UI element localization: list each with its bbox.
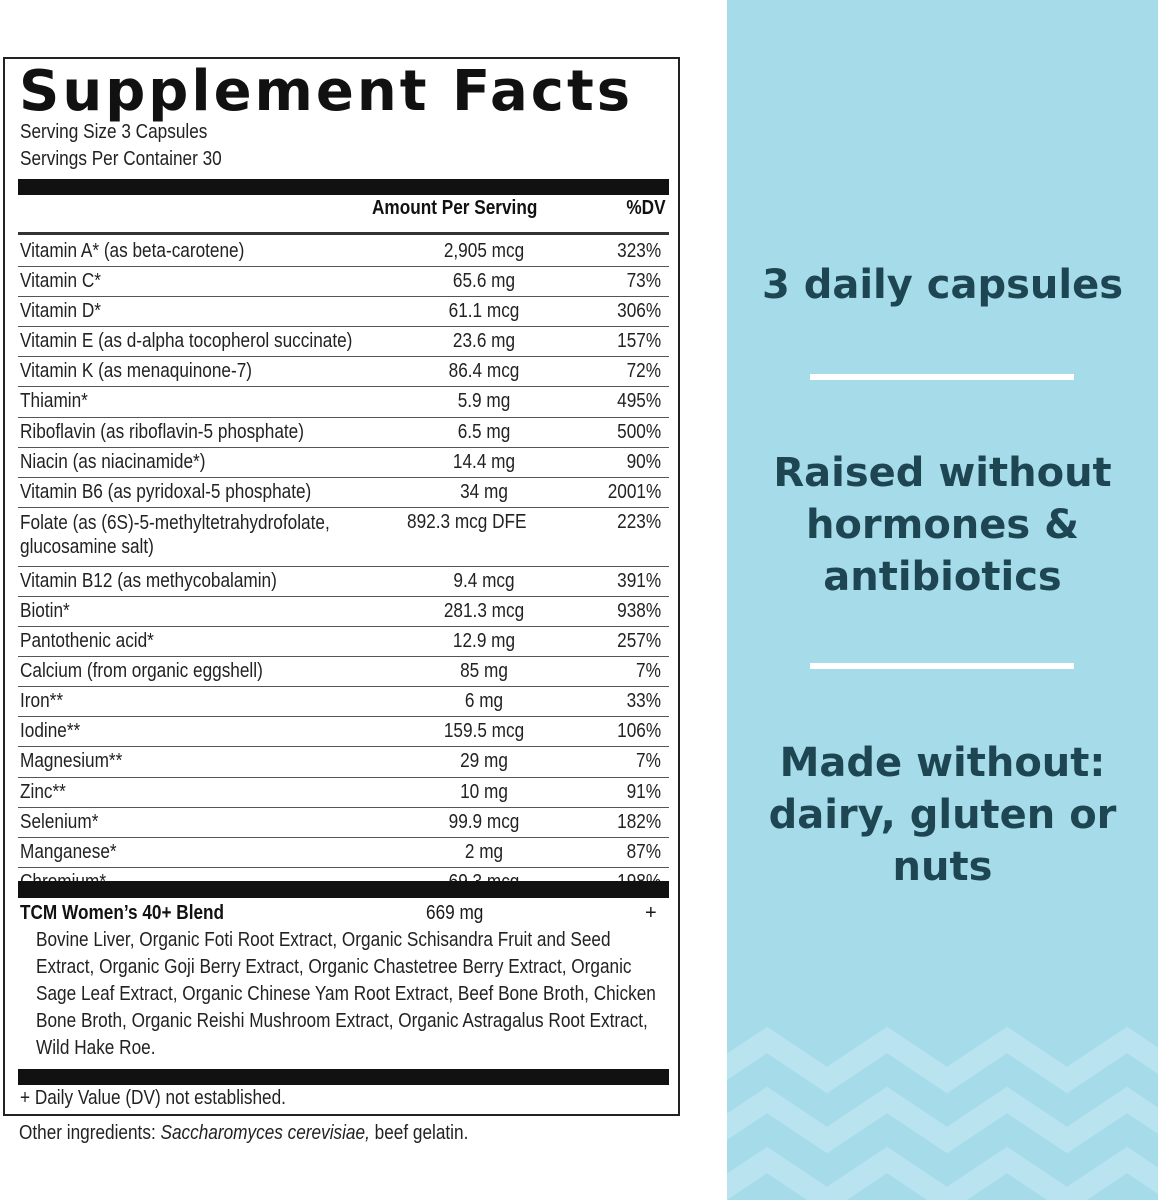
nutrient-dv: 182%	[617, 810, 661, 833]
nutrient-dv: 938%	[617, 599, 661, 622]
nutrient-dv: 2001%	[607, 480, 661, 503]
nutrient-dv: 33%	[626, 690, 661, 713]
blend-name: TCM Women’s 40+ Blend	[20, 902, 225, 924]
other-ingredients-species: Saccharomyces cerevisiae,	[160, 1122, 370, 1144]
other-ingredients	[19, 1122, 468, 1145]
nutrient-name: Niacin (as niacinamide*)	[20, 450, 206, 473]
nutrient-row	[18, 778, 669, 808]
nutrient-name: Vitamin B12 (as methycobalamin)	[20, 569, 277, 592]
nutrient-name: Folate (as (6S)-5-methyltetrahydrofolate, glucosamine salt)	[20, 511, 330, 558]
nutrient-name: Biotin*	[20, 599, 70, 622]
nutrient-amount: 85 mg	[460, 660, 508, 683]
nutrient-name: Calcium (from organic eggshell)	[20, 660, 263, 683]
nutrient-amount: 86.4 mcg	[448, 360, 520, 383]
nutrient-dv: 257%	[617, 630, 661, 653]
nutrient-row	[18, 747, 669, 777]
nutrient-dv: 223%	[617, 510, 661, 533]
nutrient-row	[18, 508, 669, 567]
nutrient-name: Vitamin C*	[20, 270, 101, 293]
nutrient-dv: 87%	[626, 840, 661, 863]
nutrient-dv: 106%	[617, 720, 661, 743]
nutrient-name: Vitamin A* (as beta-carotene)	[20, 240, 245, 262]
nutrient-name: Vitamin E (as d-alpha tocopherol succinate)	[20, 330, 353, 353]
nutrient-name: Selenium*	[20, 810, 99, 833]
nutrient-amount: 9.4 mcg	[453, 569, 515, 592]
nutrient-amount: 29 mg	[460, 750, 508, 773]
claim-divider	[810, 663, 1074, 669]
nutrient-amount: 65.6 mg	[452, 270, 516, 293]
nutrient-amount: 6.5 mg	[457, 420, 511, 443]
servings-per-container: Servings Per Container 30	[20, 148, 222, 170]
nutrient-amount: 6 mg	[464, 690, 504, 713]
nutrient-dv: 7%	[636, 750, 661, 773]
nutrient-name: Pantothenic acid*	[20, 630, 154, 653]
thick-rule	[18, 1069, 669, 1085]
other-ingredients-rest: beef gelatin.	[369, 1122, 469, 1144]
nutrient-row	[18, 478, 669, 508]
nutrient-name: Thiamin*	[20, 390, 88, 413]
nutrient-amount: 34 mg	[460, 480, 508, 503]
nutrient-name: Vitamin D*	[20, 300, 101, 323]
nutrient-amount: 12.9 mg	[452, 630, 516, 653]
nutrient-name: Iodine**	[20, 720, 81, 743]
nutrient-amount: 10 mg	[460, 780, 508, 803]
nutrient-name: Vitamin K (as menaquinone-7)	[20, 360, 253, 383]
nutrient-amount: 281.3 mcg	[443, 599, 525, 622]
nutrient-name: Magnesium**	[20, 750, 123, 773]
nutrient-row	[18, 627, 669, 657]
amount-per-serving-header: Amount Per Serving	[372, 197, 538, 219]
blend-amount: 669 mg	[426, 902, 484, 924]
nutrient-amount: 14.4 mg	[452, 450, 516, 473]
nutrient-name: Riboflavin (as riboflavin-5 phosphate)	[20, 420, 304, 443]
nutrient-dv: 73%	[626, 270, 661, 293]
nutrient-row	[18, 448, 669, 478]
nutrient-name: Zinc**	[20, 780, 66, 803]
nutrient-row	[18, 267, 669, 297]
nutrient-amount: 892.3 mcg DFE	[407, 510, 527, 533]
nutrient-amount: 2,905 mcg	[443, 240, 525, 262]
claim-raised-without	[727, 447, 1158, 603]
nutrient-row	[18, 657, 669, 687]
other-ingredients-label: Other ingredients:	[19, 1122, 161, 1144]
nutrient-amount: 159.5 mcg	[443, 720, 525, 743]
claims-panel	[727, 0, 1158, 1200]
chevron-pattern	[727, 1020, 1158, 1200]
facts-title: Supplement Facts	[19, 59, 634, 124]
nutrient-amount: 61.1 mcg	[448, 300, 520, 323]
dv-header: %DV	[626, 197, 666, 219]
nutrient-dv: 72%	[626, 360, 661, 383]
nutrient-dv: 306%	[617, 300, 661, 323]
nutrient-amount: 5.9 mg	[457, 390, 511, 413]
nutrient-row	[18, 717, 669, 747]
nutrient-row	[18, 327, 669, 357]
supplement-facts-panel	[3, 57, 680, 1116]
nutrient-dv: 500%	[617, 420, 661, 443]
nutrient-dv: 391%	[617, 569, 661, 592]
nutrient-amount: 23.6 mg	[452, 330, 516, 353]
nutrient-row	[18, 357, 669, 387]
nutrient-row	[18, 687, 669, 717]
nutrient-dv: 7%	[636, 660, 661, 683]
nutrient-dv: 157%	[617, 330, 661, 353]
nutrient-name: Iron**	[20, 690, 64, 713]
nutrient-row	[18, 597, 669, 627]
nutrient-dv: 91%	[626, 780, 661, 803]
claim-divider	[810, 374, 1074, 380]
nutrient-name: Manganese*	[20, 840, 117, 863]
nutrient-dv: 323%	[617, 240, 661, 262]
nutrient-amount: 99.9 mcg	[448, 810, 520, 833]
nutrient-row	[18, 237, 669, 267]
thick-rule	[18, 179, 669, 195]
nutrient-row	[18, 387, 669, 417]
nutrient-amount: 2 mg	[464, 840, 504, 863]
nutrient-name: Vitamin B6 (as pyridoxal-5 phosphate)	[20, 480, 312, 503]
dv-footnote: + Daily Value (DV) not established.	[20, 1087, 286, 1109]
nutrient-dv: 495%	[617, 390, 661, 413]
nutrient-row	[18, 808, 669, 838]
nutrient-row	[18, 418, 669, 448]
thick-rule	[18, 881, 669, 898]
claim-raised-text: Raised without hormones & antibiotics	[773, 450, 1112, 600]
nutrient-dv: 90%	[626, 450, 661, 473]
blend-dv: +	[645, 902, 657, 924]
nutrient-row	[18, 297, 669, 327]
nutrient-row	[18, 838, 669, 868]
nutrient-row	[18, 567, 669, 597]
claim-made-without	[727, 737, 1158, 893]
claim-daily-capsules: 3 daily capsules	[761, 262, 1124, 308]
nutrient-table	[18, 237, 669, 897]
blend-ingredients: Bovine Liver, Organic Foti Root Extract, Organic Schisandra Fruit and Seed Extract, Organic Goji Berry Extract, Organic Chastetree Berry Extract, Organic Sage Leaf Extract, Organic Chinese Yam Root Extract, Beef Bone Broth, Chicken Bone Broth, Organic Reishi Mushroom Extract, Organic Astragalus Root Extract, Wild Hake Roe.	[36, 929, 656, 1059]
claim-made-text: Made without: dairy, gluten or nuts	[768, 740, 1117, 890]
serving-size: Serving Size 3 Capsules	[20, 121, 208, 143]
header-rule	[18, 232, 669, 235]
